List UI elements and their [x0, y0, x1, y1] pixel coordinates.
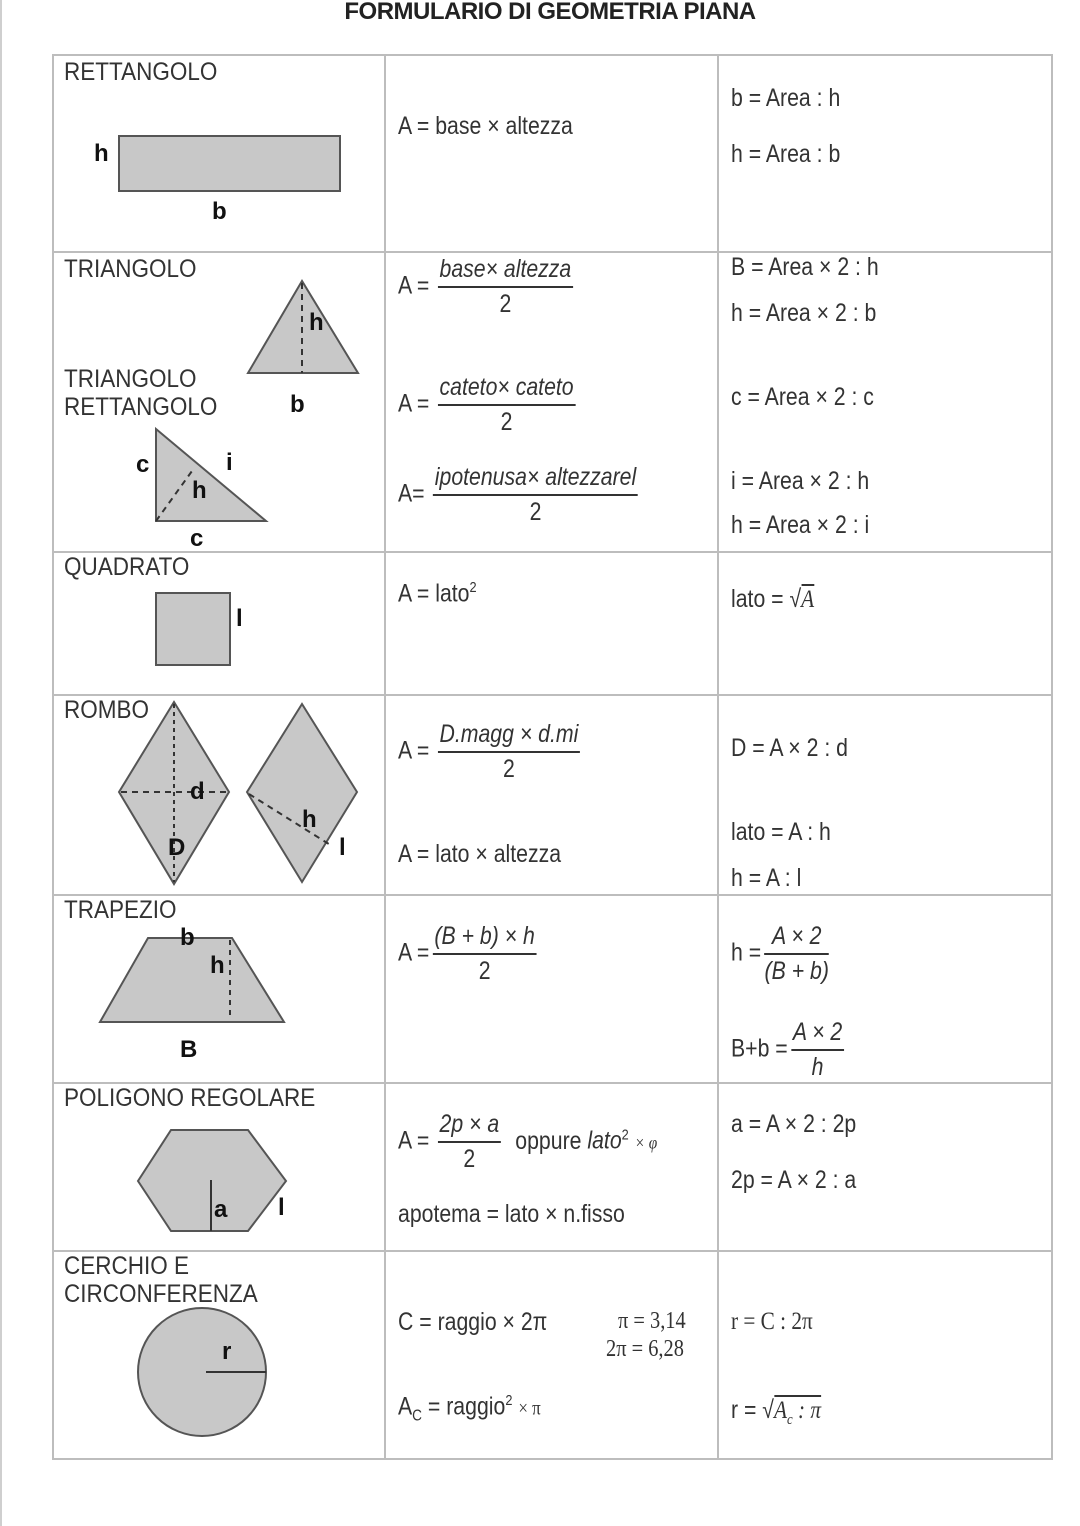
- shape-name: TRIANGOLO RETTANGOLO: [64, 365, 218, 421]
- radicand: A: [801, 586, 815, 613]
- trapezoid-shape: [54, 896, 384, 1082]
- shape-name: TRIANGOLO: [64, 255, 197, 283]
- formula-prefix: A=: [398, 479, 425, 508]
- formula-prefix: B+b =: [731, 1034, 788, 1063]
- shape-cell: [53, 895, 385, 1083]
- apothem-formula: apotema = lato × n.fisso: [398, 1200, 625, 1228]
- numerator: 2p × a: [438, 1110, 501, 1143]
- circle-shape: [54, 1252, 384, 1458]
- area-formula: [398, 373, 575, 437]
- area-formula: [398, 463, 638, 527]
- inverse-formula: b = Area : h: [731, 84, 841, 112]
- shape-cell: [53, 552, 385, 695]
- formula-prefix: A =: [398, 389, 430, 418]
- numerator: cateto× cateto: [438, 373, 576, 406]
- page-edge: [0, 0, 2, 1526]
- shape-name: POLIGONO REGOLARE: [64, 1084, 316, 1112]
- shape-name: TRAPEZIO: [64, 896, 177, 924]
- denominator: h: [811, 1053, 824, 1081]
- area-formula: [398, 579, 477, 608]
- fraction: [438, 373, 576, 437]
- shape-name: CERCHIO E CIRCONFERENZA: [64, 1252, 258, 1308]
- radicand-text: : π: [792, 1397, 821, 1424]
- side-label: l: [236, 605, 243, 632]
- numerator: A × 2: [765, 922, 829, 955]
- denominator: 2: [529, 498, 542, 526]
- row-trapezio: [53, 895, 1052, 1083]
- denominator: (B + b): [764, 957, 829, 985]
- fraction: [438, 255, 573, 319]
- formula-text: r =: [731, 1396, 763, 1424]
- two-pi-value: 2π = 6,28: [606, 1336, 684, 1362]
- phi-factor: × φ: [634, 1132, 658, 1153]
- cateto-label: c: [136, 451, 150, 478]
- formula-cell: [385, 1083, 718, 1251]
- row-cerchio: [53, 1251, 1052, 1459]
- inverse-formula: [731, 922, 829, 986]
- formula-prefix: A =: [398, 938, 430, 967]
- row-rettangolo: [53, 55, 1052, 252]
- inverse-formula: [731, 585, 814, 614]
- fraction: [765, 922, 829, 986]
- numerator: A × 2: [791, 1018, 844, 1051]
- area-formula: A = lato × altezza: [398, 840, 562, 868]
- fraction: [438, 1110, 501, 1174]
- formula-cell: [385, 252, 718, 552]
- numerator: (B + b) × h: [433, 922, 537, 955]
- apothem-label: a: [214, 1196, 228, 1223]
- height-label: h: [94, 140, 109, 167]
- formula-text: A: [398, 1392, 413, 1421]
- hexagon-shape: [54, 1084, 384, 1250]
- radicand-text: A: [773, 1397, 787, 1424]
- subscript: c: [786, 1412, 793, 1428]
- formula-cell: [385, 55, 718, 252]
- inverse-cell: [718, 1083, 1052, 1251]
- oppure-text: oppure: [515, 1126, 582, 1155]
- inverse-formula: i = Area × 2 : h: [731, 467, 870, 495]
- row-rombo: [53, 695, 1052, 895]
- inverse-formula: lato = A : h: [731, 818, 831, 846]
- sqrt-symbol: √: [789, 585, 802, 613]
- major-base-label: B: [180, 1036, 198, 1063]
- side-label: l: [278, 1194, 285, 1221]
- numerator: D.magg × d.mi: [438, 720, 580, 753]
- inverse-formula: D = A × 2 : d: [731, 734, 848, 762]
- shape-name: RETTANGOLO: [64, 58, 218, 86]
- formula-text: = raggio: [422, 1392, 506, 1421]
- row-poligono: [53, 1083, 1052, 1251]
- denominator: 2: [478, 957, 491, 985]
- shape-name: ROMBO: [64, 696, 150, 724]
- height-label: h: [210, 952, 225, 979]
- formula-text: lato =: [731, 585, 790, 613]
- formula-cell: [385, 695, 718, 895]
- pi-value: π = 3,14: [618, 1308, 686, 1334]
- shape-cell: [53, 252, 385, 552]
- row-triangolo: [53, 252, 1052, 552]
- inverse-cell: [718, 695, 1052, 895]
- major-diagonal-label: D: [168, 834, 186, 861]
- formula-prefix: A =: [398, 1126, 430, 1155]
- lato-text: lato: [587, 1126, 622, 1155]
- fraction: [438, 720, 580, 784]
- formula-prefix: A =: [398, 736, 430, 765]
- formula-cell: [385, 1251, 718, 1459]
- area-formula: A = base × altezza: [398, 112, 573, 140]
- inverse-formula: B = Area × 2 : h: [731, 253, 879, 281]
- denominator: 2: [502, 755, 515, 783]
- minor-diagonal-label: d: [190, 778, 205, 805]
- inverse-formula: h = Area : b: [731, 140, 841, 168]
- height-label: h: [302, 806, 317, 833]
- rhombus-shapes: [54, 696, 384, 894]
- inverse-formula: c = Area × 2 : c: [731, 383, 874, 411]
- row-quadrato: [53, 552, 1052, 695]
- inverse-formula: h = A : l: [731, 864, 802, 892]
- radicand: [773, 1395, 821, 1428]
- inverse-cell: [718, 552, 1052, 695]
- base-label: b: [290, 391, 305, 418]
- inverse-formula: h = Area × 2 : i: [731, 511, 870, 539]
- inverse-cell: [718, 895, 1052, 1083]
- shape-cell: [53, 1251, 385, 1459]
- denominator: 2: [463, 1145, 476, 1173]
- inverse-cell: [718, 252, 1052, 552]
- fraction: [791, 1018, 844, 1082]
- side-label: l: [339, 834, 346, 861]
- inverse-formula: 2p = A × 2 : a: [731, 1166, 857, 1194]
- circumference-formula: C = raggio × 2π: [398, 1308, 548, 1336]
- height-label: h: [309, 309, 324, 336]
- formula-prefix: h =: [731, 938, 762, 967]
- area-formula: [398, 720, 580, 784]
- area-formula: [398, 255, 573, 319]
- page-title: FORMULARIO DI GEOMETRIA PIANA: [344, 0, 756, 25]
- denominator: 2: [499, 290, 512, 318]
- inverse-formula: h = Area × 2 : b: [731, 299, 877, 327]
- formula-cell: [385, 895, 718, 1083]
- ipotenusa-label: i: [226, 449, 233, 476]
- numerator: ipotenusa× altezzarel: [433, 463, 638, 496]
- subscript: C: [412, 1407, 423, 1425]
- radius-formula: [731, 1396, 821, 1429]
- area-formula: [398, 1110, 657, 1174]
- exponent: 2: [621, 1126, 629, 1144]
- numerator: base× altezza: [438, 255, 573, 288]
- exponent: 2: [469, 579, 477, 596]
- height-label: h: [192, 477, 207, 504]
- radius-formula: r = C : 2π: [731, 1308, 813, 1335]
- fraction: [433, 463, 638, 527]
- inverse-cell: [718, 55, 1052, 252]
- square-shape: [54, 553, 384, 694]
- cateto-label: c: [190, 525, 204, 552]
- radius-label: r: [222, 1338, 232, 1365]
- shape-name: QUADRATO: [64, 553, 190, 581]
- formula-table: [52, 54, 1053, 1460]
- formula-prefix: A =: [398, 271, 430, 300]
- formula-text: A = lato: [398, 579, 470, 608]
- shape-cell: [53, 695, 385, 895]
- fraction: [433, 922, 537, 986]
- pi-factor: × π: [518, 1397, 541, 1420]
- inverse-formula: a = A × 2 : 2p: [731, 1110, 857, 1138]
- area-formula: [398, 1392, 541, 1425]
- triangle-shapes: [54, 253, 384, 551]
- sqrt-symbol: √: [762, 1396, 774, 1424]
- exponent: 2: [505, 1392, 513, 1409]
- shape-cell: [53, 55, 385, 252]
- denominator: 2: [500, 408, 513, 436]
- shape-cell: [53, 1083, 385, 1251]
- minor-base-label: b: [180, 924, 195, 951]
- area-formula: [398, 922, 537, 986]
- inverse-cell: [718, 1251, 1052, 1459]
- base-label: b: [212, 198, 227, 225]
- formula-cell: [385, 552, 718, 695]
- inverse-formula: [731, 1018, 844, 1082]
